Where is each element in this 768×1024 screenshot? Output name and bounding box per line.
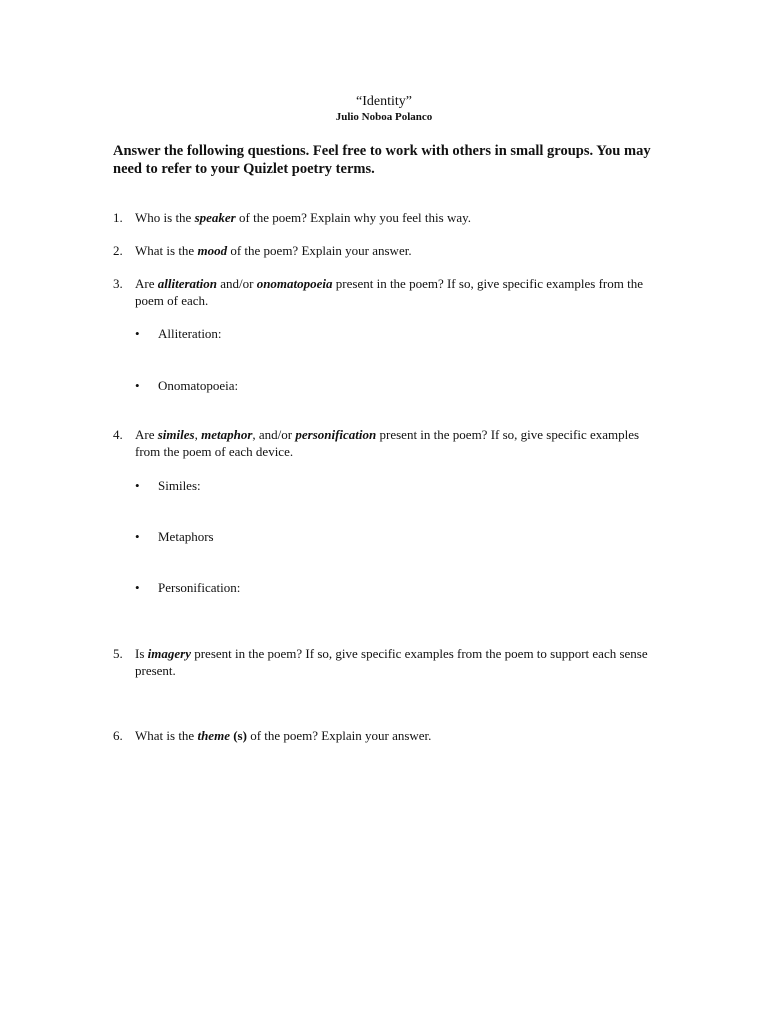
question-text: Who is the speaker of the poem? Explain why you feel this way. bbox=[135, 210, 472, 225]
bullet-label: Alliteration: bbox=[158, 326, 222, 341]
bullet-label: Similes: bbox=[158, 478, 201, 493]
bullet-icon: • bbox=[135, 378, 140, 393]
poem-title: “Identity” bbox=[356, 94, 412, 109]
bullet-label: Metaphors bbox=[158, 529, 214, 544]
question-number: 6. bbox=[113, 728, 123, 743]
term-speaker: speaker bbox=[194, 210, 236, 225]
question-text: What is the mood of the poem? Explain your answer. bbox=[135, 243, 412, 258]
poem-author: Julio Noboa Polanco bbox=[335, 111, 433, 123]
question-text: Are similes, metaphor, and/or personification present in the poem? If so, give specific examples from the poem of each device. bbox=[135, 427, 640, 459]
question-number: 5. bbox=[113, 646, 123, 661]
bullet-icon: • bbox=[135, 529, 140, 544]
bullet-label: Onomatopoeia: bbox=[158, 378, 239, 393]
question-3 bbox=[113, 275, 658, 309]
term-theme: theme bbox=[197, 728, 230, 743]
bullet-icon: • bbox=[135, 326, 140, 341]
question-number: 2. bbox=[113, 243, 123, 258]
question-5 bbox=[113, 645, 658, 679]
question-text: What is the theme (s) of the poem? Explain your answer. bbox=[135, 728, 432, 743]
bullet-item bbox=[135, 579, 240, 596]
term-mood: mood bbox=[197, 243, 228, 258]
instructions: Answer the following questions. Feel free to work with others in small groups. You may need to refer to your Quizlet poetry terms. bbox=[113, 143, 651, 177]
term-metaphor: metaphor bbox=[201, 427, 253, 442]
term-theme-plural: (s) bbox=[233, 728, 247, 743]
term-similes: similes bbox=[157, 427, 195, 442]
bullet-item bbox=[135, 325, 222, 342]
question-1 bbox=[113, 209, 658, 226]
question-2 bbox=[113, 242, 658, 259]
bullet-icon: • bbox=[135, 478, 140, 493]
question-number: 4. bbox=[113, 427, 123, 442]
bullet-label: Personification: bbox=[158, 580, 241, 595]
question-4 bbox=[113, 426, 658, 460]
term-alliteration: alliteration bbox=[157, 276, 217, 291]
bullet-item bbox=[135, 528, 214, 545]
term-imagery: imagery bbox=[147, 646, 191, 661]
question-text: Are alliteration and/or onomatopoeia present in the poem? If so, give specific examples from the poem of each. bbox=[135, 276, 643, 308]
bullet-item bbox=[135, 477, 201, 494]
question-number: 1. bbox=[113, 210, 123, 225]
question-6 bbox=[113, 727, 658, 744]
bullet-item bbox=[135, 377, 238, 394]
question-text: Is imagery present in the poem? If so, give specific examples from the poem to support each sense present. bbox=[135, 646, 648, 678]
term-onomatopoeia: onomatopoeia bbox=[256, 276, 333, 291]
question-number: 3. bbox=[113, 276, 123, 291]
bullet-icon: • bbox=[135, 580, 140, 595]
term-personification: personification bbox=[295, 427, 377, 442]
